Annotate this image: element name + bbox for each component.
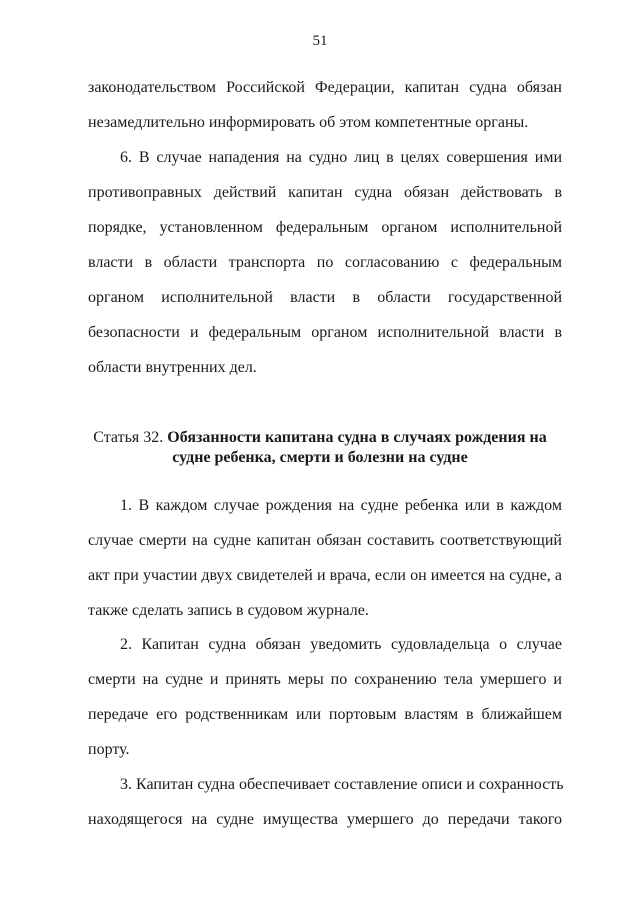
text-line: 1. В каждом случае рождения на судне ребенка или в каждом [120,497,562,514]
text-line: случае смерти на судне капитан обязан составить соответствующий [88,532,562,549]
text-line: акт при участии двух свидетелей и врача, если он имеется на судне, а [88,567,562,584]
text-line: 6. В случае нападения на судно лиц в целях совершения ими [120,149,562,166]
text-line: порядке, установленном федеральным органом исполнительной [88,219,562,236]
text-line: органом исполнительной власти в области государственной [88,289,562,306]
text-line: незамедлительно информировать об этом компетентные органы. [88,114,529,131]
text-line: области внутренних дел. [88,359,257,376]
text-line: находящегося на судне имущества умершего до передачи такого [88,811,562,828]
text-line: смерти на судне и принять меры по сохранению тела умершего и [88,671,562,688]
article-heading-line-2: судне ребенка, смерти и болезни на судне [172,449,468,466]
text-line: передаче его родственникам или портовым властям в ближайшем [88,706,562,723]
text-line: 3. Капитан судна обеспечивает составление описи и сохранность [120,776,564,793]
article-heading-line-1 [0,428,640,448]
article-title-part-1: Обязанности капитана судна в случаях рождения на [167,429,547,446]
text-line: законодательством Российской Федерации, капитан судна обязан [88,79,562,96]
text-line: порту. [88,741,130,758]
article-prefix: Статья 32. [93,429,164,446]
text-line: власти в области транспорта по согласованию с федеральным [88,254,562,271]
page-number: 51 [312,33,328,49]
text-line: также сделать запись в судовом журнале. [88,602,369,619]
text-line: 2. Капитан судна обязан уведомить судовладельца о случае [120,636,562,653]
text-line: безопасности и федеральным органом исполнительной власти в [88,324,562,341]
text-line: противоправных действий капитан судна обязан действовать в [88,184,562,201]
